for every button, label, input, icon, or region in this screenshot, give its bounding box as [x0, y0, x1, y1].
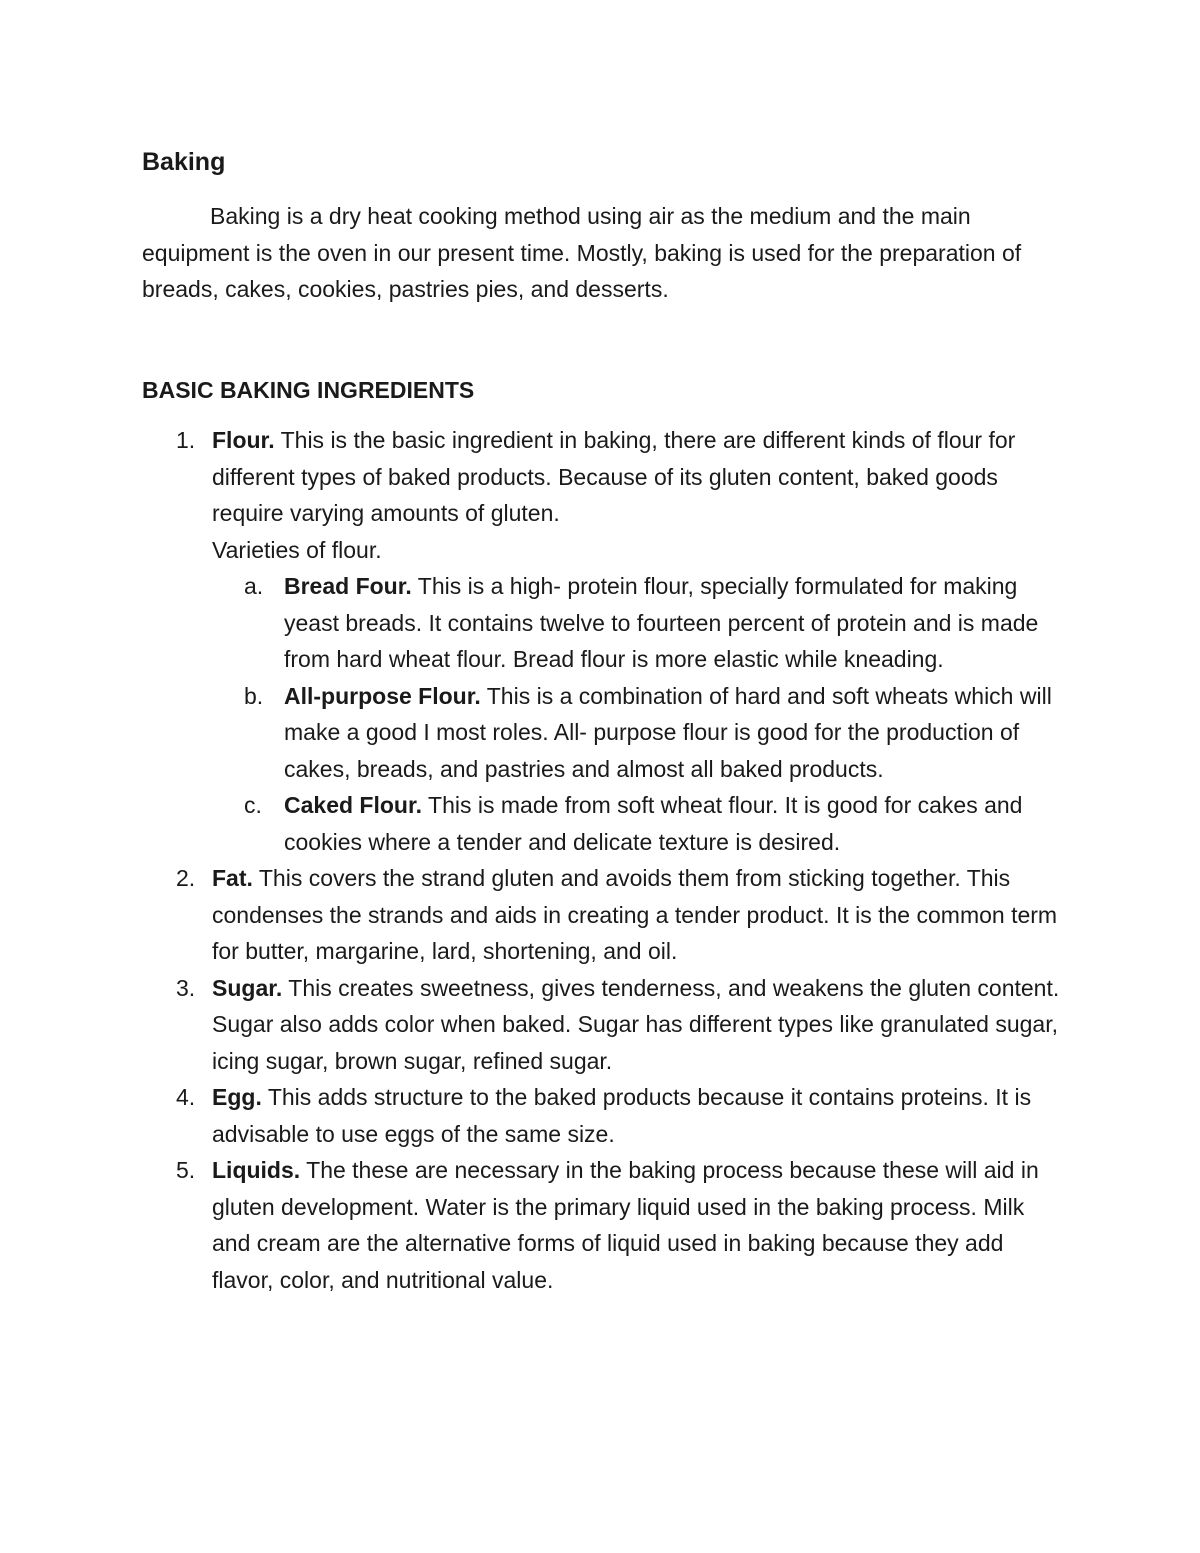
- sub-list-marker: c.: [244, 792, 262, 818]
- ingredient-item-fat: [142, 860, 1062, 970]
- variety-term: Caked Flour.: [284, 792, 423, 818]
- ingredient-description: This creates sweetness, gives tenderness, and weakens the gluten content. Sugar also adds color when baked. Sugar has different types like granulated sugar, icing sugar, brown sugar, refined sugar.: [212, 974, 1060, 1074]
- ingredient-description: This adds structure to the baked products because it contains proteins. It is advisable to use eggs of the same size.: [212, 1084, 1032, 1147]
- ingredient-description: This covers the strand gluten and avoids them from sticking together. This condenses the strands and aids in creating a tender product. It is the common term for butter, margarine, lard, shortening, and oil.: [212, 865, 1058, 964]
- list-marker: 5.: [176, 1157, 196, 1183]
- list-marker: 2.: [176, 865, 196, 891]
- variety-item-all-purpose-flour: [212, 678, 1062, 788]
- flour-varieties-list: [212, 568, 1062, 860]
- varieties-label: Varieties of flour.: [212, 536, 382, 563]
- list-marker: 3.: [176, 974, 196, 1001]
- ingredient-term: Liquids.: [212, 1157, 301, 1183]
- variety-description: This is made from soft wheat flour. It is good for cakes and cookies where a tender and delicate texture is desired.: [284, 792, 1023, 855]
- sub-list-marker: b.: [244, 682, 264, 709]
- document-title: Baking: [142, 148, 226, 176]
- variety-description: This is a high- protein flour, specially formulated for making yeast breads. It contains twelve to fourteen percent of protein and is made from hard wheat flour. Bread flour is more elastic while kneading.: [284, 573, 1039, 672]
- ingredient-term: Egg.: [212, 1084, 262, 1110]
- ingredient-term: Sugar.: [212, 974, 283, 1001]
- ingredient-item-flour: [142, 422, 1062, 860]
- ingredient-item-liquids: [142, 1152, 1062, 1298]
- document-body: [142, 142, 1062, 1298]
- variety-description: This is a combination of hard and soft wheats which will make a good I most roles. All- purpose flour is good for the production of cakes, breads, and pastries and almost all baked products.: [284, 682, 1052, 782]
- intro-paragraph: Baking is a dry heat cooking method using air as the medium and the main equipment is the oven in our present time. Mostly, baking is used for the preparation of breads, cakes, cookies, pastries pies, and desserts.: [142, 203, 1022, 302]
- list-marker: 4.: [176, 1084, 196, 1110]
- variety-item-bread-flour: [212, 568, 1062, 678]
- ingredient-description: This is the basic ingredient in baking, there are different kinds of flour for different types of baked products. Because of its gluten content, baked goods require varying amounts of gluten.: [212, 427, 1016, 526]
- ingredient-item-sugar: [142, 970, 1062, 1080]
- ingredient-item-egg: [142, 1079, 1062, 1152]
- section-heading: BASIC BAKING INGREDIENTS: [142, 376, 475, 403]
- variety-term: All-purpose Flour.: [284, 682, 481, 709]
- variety-term: Bread Four.: [284, 573, 412, 599]
- sub-list-marker: a.: [244, 573, 264, 599]
- ingredient-term: Flour.: [212, 427, 275, 453]
- ingredient-description: The these are necessary in the baking process because these will aid in gluten development. Water is the primary liquid used in the baking process. Milk and cream are the alternative forms of liquid used in baking because they add flavor, color, and nutritional value.: [212, 1157, 1039, 1293]
- ingredients-list: [142, 422, 1062, 1298]
- variety-item-caked-flour: [212, 787, 1062, 860]
- ingredient-term: Fat.: [212, 865, 253, 891]
- list-marker: 1.: [176, 427, 196, 453]
